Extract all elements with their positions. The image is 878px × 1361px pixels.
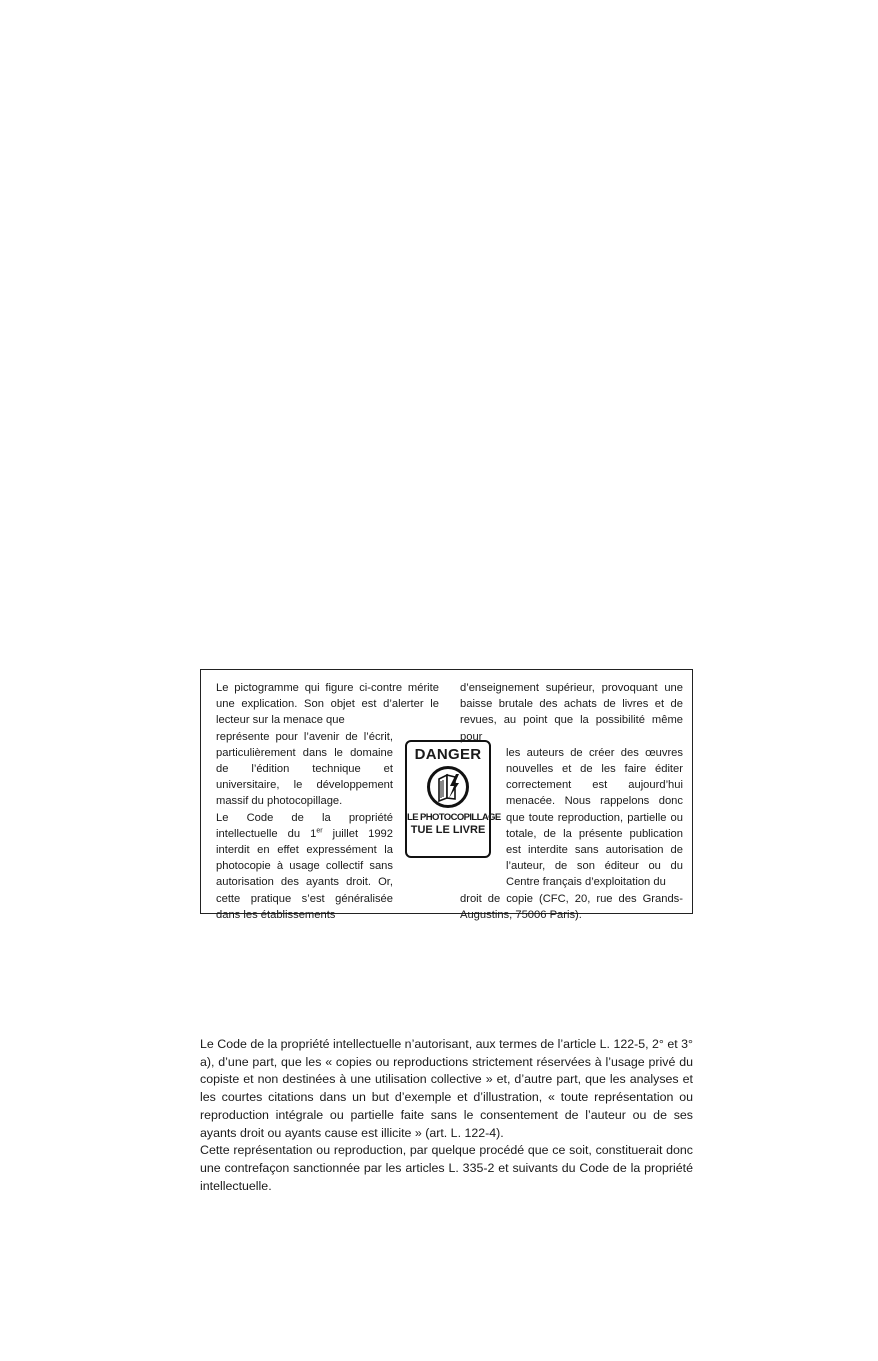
logo-line1: LE PHOTOCOPILLAGE xyxy=(407,812,501,823)
logo-title: DANGER xyxy=(414,746,482,763)
notice-left-para1-top: Le pictogramme qui figure ci-contre mérite une explication. Son objet est d’alerter le lecteur sur la menace que xyxy=(216,682,439,727)
notice-right-middle: les auteurs de créer des œuvres nouvelles et de les faire éditer correctement est aujourd’hui menacée. Nous rappelons donc que toute reproduction, partielle ou totale, de la présente publication est interdite sans autorisation de l’auteur, de son éditeur ou du Centre français d’exploitation du xyxy=(506,746,683,889)
notice-left-para2-superscript: er xyxy=(316,827,323,835)
notice-right-bottom: droit de copie (CFC, 20, rue des Grands-Augustins, 75006 Paris). xyxy=(460,892,683,921)
notice-left-para2-text-b: juillet 1992 interdit en effet expressément la photocopie à usage collectif sans autorisation des ayants droit. Or, cette pratique s’est généralisée dans les établissements xyxy=(216,827,393,921)
legal-paragraph-1: Le Code de la propriété intellectuelle n’autorisant, aux termes de l’article L. 122-5, 2° et 3° a), d’une part, que les « copies ou reproductions strictement réservées à l’usage privé du copiste et non destinées à une utilisation collective » et, d’autre part, que les analyses et les courtes citations dans un but d’exemple et d’illustration, « toute représentation ou reproduction intégrale ou partielle faite sans le consentement de l’auteur ou de ses ayants droit ou ayants cause est illicite » (art. L. 122-4). xyxy=(200,1037,693,1140)
legal-paragraph-2: Cette représentation ou reproduction, par quelque procédé que ce soit, constituerait donc une contrefaçon sanctionnée par les articles L. 335-2 et suivants du Code de la propriété intellectuelle. xyxy=(200,1143,693,1193)
notice-left-para2 xyxy=(216,810,393,923)
notice-left-para1-rest: représente pour l’avenir de l’écrit, particulièrement dans le domaine de l’édition technique et universitaire, le développement massif du photocopillage. xyxy=(216,730,393,808)
notice-right-top: d’enseignement supérieur, provoquant une baisse brutale des achats de livres et de revues, au point que la possibilité même pour xyxy=(460,682,683,743)
notice-left-para2-text-a: Le Code de la propriété intellectuelle du 1 xyxy=(216,811,393,840)
notice-right-column xyxy=(460,680,683,923)
legal-notice xyxy=(200,1036,693,1195)
logo-line2: TUE LE LIVRE xyxy=(410,824,486,836)
photocopy-notice-box xyxy=(200,669,693,921)
